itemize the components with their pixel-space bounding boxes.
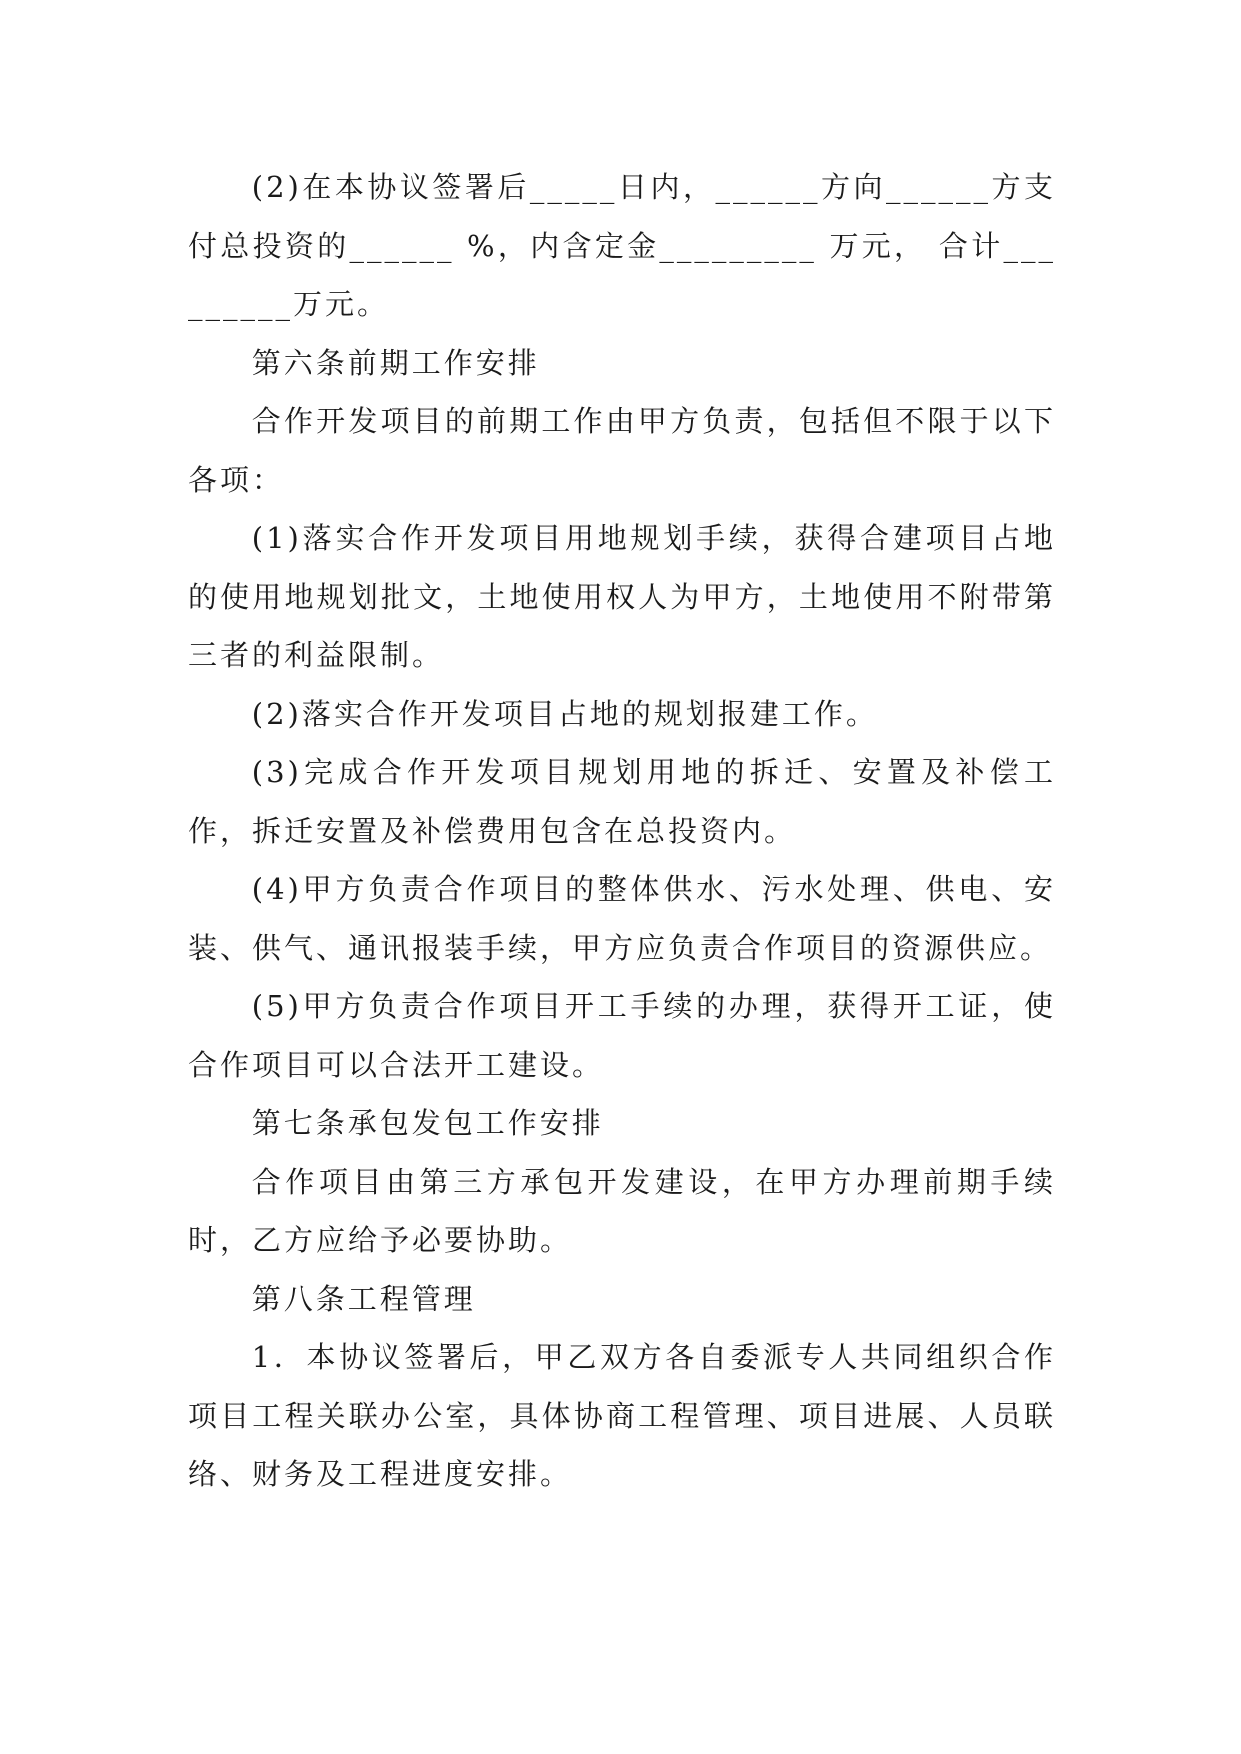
paragraph-item-1: (1)落实合作开发项目用地规划手续，获得合建项目占地的使用地规划批文，土地使用权人为甲方，土地使用不附带第三者的利益限制。 <box>188 521 1056 672</box>
paragraph-item-3: (3)完成合作开发项目规划用地的拆迁、安置及补偿工作，拆迁安置及补偿费用包含在总投资内。 <box>188 755 1056 848</box>
paragraph-item-2: (2)落实合作开发项目占地的规划报建工作。 <box>251 696 878 731</box>
heading-article-7: 第七条承包发包工作安排 <box>251 1106 604 1140</box>
document-body <box>188 158 1056 1504</box>
paragraph-preliminary-work: 合作开发项目的前期工作由甲方负责，包括但不限于以下各项： <box>188 404 1056 497</box>
paragraph-management-1: 1．本协议签署后，甲乙双方各自委派专人共同组织合作项目工程关联办公室，具体协商工程管理、项目进展、人员联络、财务及工程进度安排。 <box>188 1340 1056 1491</box>
paragraph-contracting: 合作项目由第三方承包开发建设，在甲方办理前期手续时，乙方应给予必要协助。 <box>188 1164 1056 1257</box>
heading-article-6: 第六条前期工作安排 <box>251 345 540 380</box>
paragraph-item-5: (5)甲方负责合作项目开工手续的办理，获得开工证，使合作项目可以合法开工建设。 <box>188 989 1056 1082</box>
paragraph-payment-clause: (2)在本协议签署后_____日内，______方向______方支付总投资的______ %，内含定金_________ 万元， 合计_________万元。 <box>188 170 1056 321</box>
heading-article-8: 第八条工程管理 <box>251 1281 476 1316</box>
paragraph-item-4: (4)甲方负责合作项目的整体供水、污水处理、供电、安装、供气、通讯报装手续，甲方应负责合作项目的资源供应。 <box>188 872 1056 965</box>
